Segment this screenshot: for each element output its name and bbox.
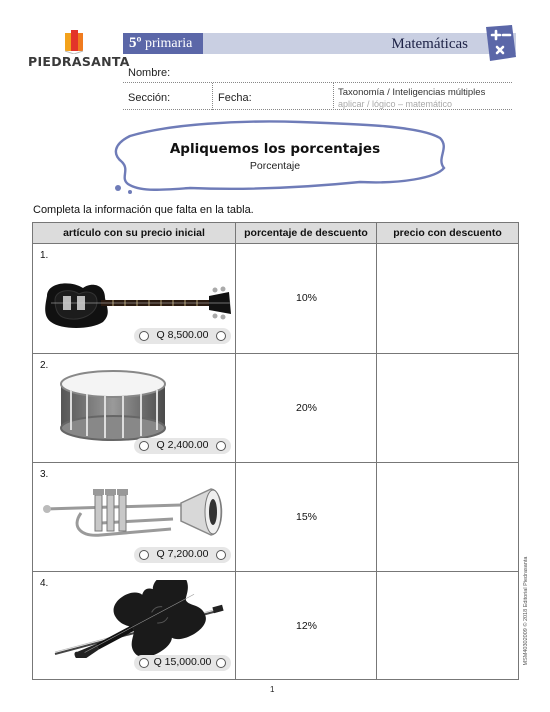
price-tag-hole — [216, 331, 226, 341]
field-divider — [212, 83, 213, 110]
initial-price: Q 7,200.00 — [156, 548, 209, 560]
row-number: 4. — [40, 578, 49, 589]
page-number: 1 — [270, 685, 275, 694]
worksheet-subtitle: Porcentaje — [249, 160, 301, 172]
publisher-logo — [28, 30, 130, 76]
taxonomy-label: Taxonomía / Inteligencias múltiples — [338, 87, 486, 98]
row-number: 3. — [40, 469, 49, 480]
price-tag-hole — [216, 441, 226, 451]
row-number: 1. — [40, 250, 49, 261]
initial-price-tag — [134, 547, 231, 563]
initial-price: Q 2,400.00 — [156, 439, 209, 451]
row-number: 2. — [40, 360, 49, 371]
name-label: Nombre: — [128, 67, 171, 79]
table-row — [33, 244, 518, 353]
instruction-text: Completa la información que falta en la tabla. — [33, 204, 254, 216]
table-row — [33, 353, 518, 462]
copyright-code — [519, 548, 529, 678]
copyright-text: MSM40302009 © 2018 Editorial Piedrasanta — [523, 556, 529, 666]
price-tag-hole — [216, 550, 226, 560]
price-tag-hole — [216, 658, 226, 668]
table-header — [33, 223, 518, 244]
trumpet-image — [41, 483, 223, 549]
math-operations-icon — [482, 23, 518, 63]
final-price-cell[interactable] — [377, 244, 518, 353]
discount-percent: 20% — [295, 402, 317, 414]
violin-image — [49, 580, 227, 658]
grade-text: primaria — [144, 36, 193, 51]
grade-number: 5º — [129, 35, 142, 51]
final-price-cell[interactable] — [377, 354, 518, 463]
price-tag-hole — [139, 658, 149, 668]
initial-price-tag — [134, 438, 231, 454]
logo-text: PIEDRASANTA — [28, 54, 130, 69]
book-logo-icon — [63, 30, 85, 54]
grade-tag — [123, 33, 203, 54]
electric-guitar-image — [41, 274, 231, 332]
price-tag-hole — [139, 550, 149, 560]
header-bar — [123, 33, 516, 54]
table-row — [33, 571, 518, 679]
discount-percent: 12% — [295, 620, 317, 632]
section-date-field[interactable] — [123, 109, 512, 110]
discount-table — [32, 222, 519, 680]
initial-price: Q 15,000.00 — [153, 656, 212, 668]
final-price-cell[interactable] — [377, 463, 518, 572]
snare-drum-image — [57, 368, 169, 442]
subject-title: Matemáticas — [391, 36, 468, 52]
worksheet-title: Apliquemos los porcentajes — [169, 141, 381, 157]
table-row — [33, 462, 518, 571]
taxonomy-values: aplicar / lógico – matemático — [338, 99, 453, 109]
title-cloud-frame — [100, 118, 450, 198]
final-price-cell[interactable] — [377, 572, 518, 680]
header-discount: porcentaje de descuento — [244, 227, 368, 239]
initial-price: Q 8,500.00 — [156, 329, 209, 341]
section-label: Sección: — [128, 92, 171, 104]
discount-percent: 15% — [295, 511, 317, 523]
discount-percent: 10% — [295, 292, 317, 304]
initial-price-tag — [134, 328, 231, 344]
field-divider — [333, 83, 334, 110]
header-item: artículo con su precio inicial — [63, 227, 205, 239]
name-field[interactable] — [123, 82, 512, 83]
date-label: Fecha: — [218, 92, 252, 104]
price-tag-hole — [139, 441, 149, 451]
price-tag-hole — [139, 331, 149, 341]
header-final-price: precio con descuento — [393, 227, 502, 239]
initial-price-tag — [134, 655, 231, 671]
